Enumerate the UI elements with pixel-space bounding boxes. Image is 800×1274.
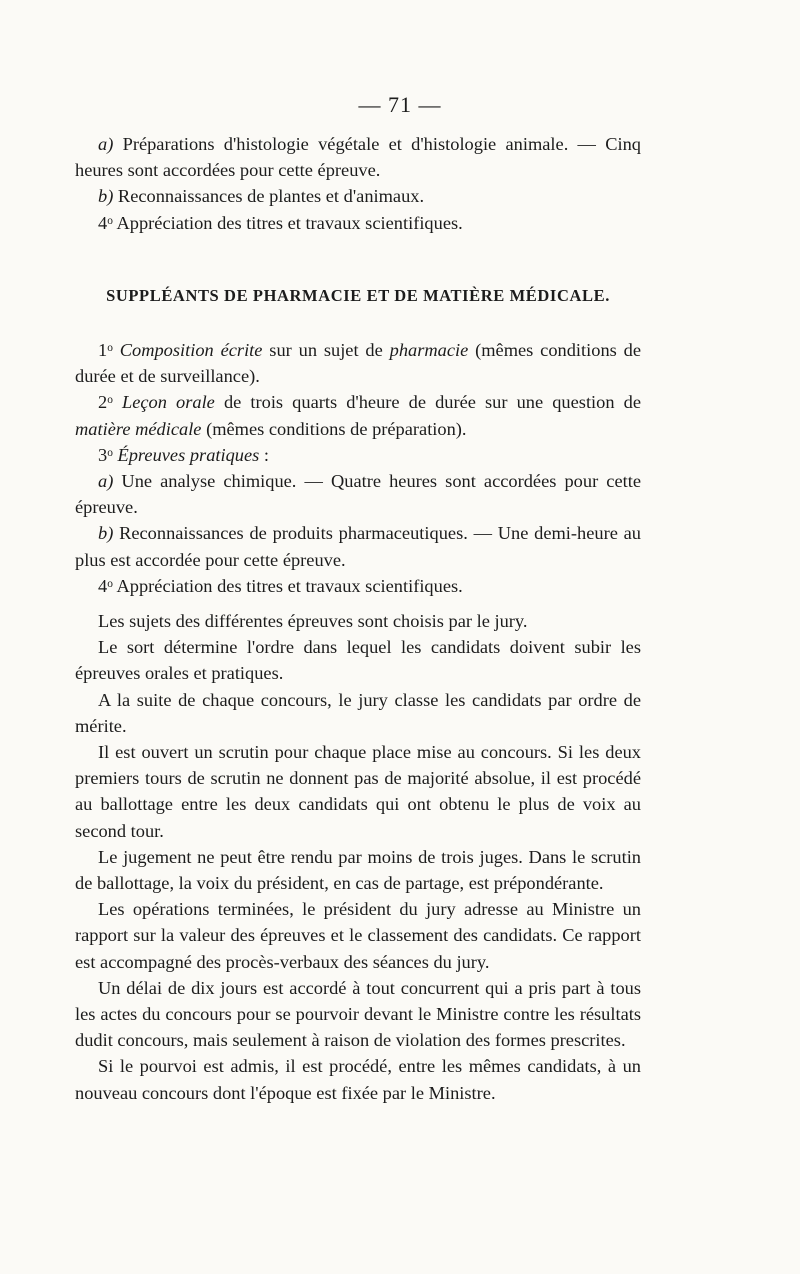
paragraph: Un délai de dix jours est accordé à tout concurrent qui a pris part à tous les actes du concours pour se pourvoir devant le Ministre contre les résultats dudit concours, mais seulement à raison de violation des formes prescrites. bbox=[75, 977, 641, 1051]
mid-item-a bbox=[75, 468, 641, 520]
paragraph: Les opérations terminées, le président du jury adresse au Ministre un rapport sur la valeur des épreuves et le classement des candidats. Ce rapport est accompagné des procès-verbaux des séances du jury. bbox=[75, 899, 641, 972]
mid-item-2 bbox=[75, 389, 641, 441]
item-marker: a) bbox=[98, 471, 114, 492]
mid-item-3 bbox=[75, 442, 641, 468]
item-text: (mêmes conditions de durée et de surveillance). bbox=[75, 340, 641, 387]
mid-item-1 bbox=[75, 337, 641, 389]
item-number: 4 bbox=[98, 575, 108, 596]
paragraph: Les sujets des différentes épreuves sont choisis par le jury. bbox=[98, 611, 528, 631]
item-number: 2 bbox=[98, 392, 108, 413]
item-title: Épreuves pratiques bbox=[112, 444, 260, 465]
item-text: Préparations d'histologie végétale et d'histologie animale. — Cinq heures sont accordées pour cette épreuve. bbox=[75, 134, 641, 181]
item-text: Appréciation des titres et travaux scientifiques. bbox=[112, 575, 463, 596]
item-ordinal: o bbox=[107, 577, 113, 590]
middle-section bbox=[75, 337, 641, 599]
body-paragraphs bbox=[75, 608, 641, 1106]
paragraph: A la suite de chaque concours, le jury classe les candidats par ordre de mérite. bbox=[75, 689, 641, 736]
top-item-4 bbox=[75, 210, 641, 236]
item-text: sur un sujet de bbox=[262, 340, 390, 360]
top-item-b bbox=[75, 183, 641, 209]
item-number: 1 bbox=[98, 340, 108, 360]
item-text: de trois quarts d'heure de durée sur une question de bbox=[214, 392, 641, 413]
item-title: Leçon orale bbox=[112, 392, 215, 413]
paragraph: Le sort détermine l'ordre dans lequel les candidats doivent subir les épreuves orales et pratiques. bbox=[75, 637, 641, 684]
item-title: Composition écrite bbox=[112, 340, 263, 360]
paragraph: Il est ouvert un scrutin pour chaque place mise au concours. Si les deux premiers tours de scrutin ne donnent pas de majorité absolue, il est procédé au ballottage entre les deux candidats qui ont obtenu le plus de voix au second tour. bbox=[75, 742, 641, 841]
section-heading: SUPPLÉANTS DE PHARMACIE ET DE MATIÈRE MÉDICALE. bbox=[106, 286, 610, 305]
mid-item-4 bbox=[75, 573, 641, 599]
item-text: Appréciation des titres et travaux scientifiques. bbox=[112, 212, 463, 233]
paragraph: Le jugement ne peut être rendu par moins de trois juges. Dans le scrutin de ballottage, la voix du président, en cas de partage, est prépondérante. bbox=[75, 846, 641, 894]
item-text: Reconnaissances de produits pharmaceutiques. — Une demi-heure au plus est accordée pour cette épreuve. bbox=[75, 523, 641, 570]
page-number: — 71 — bbox=[358, 92, 442, 117]
item-number: 3 bbox=[98, 444, 108, 465]
item-text: : bbox=[259, 444, 270, 465]
item-text: (mêmes conditions de préparation). bbox=[201, 418, 467, 439]
item-marker: a) bbox=[98, 134, 114, 154]
top-section bbox=[75, 131, 641, 236]
item-marker: b) bbox=[98, 523, 114, 544]
mid-item-b bbox=[75, 520, 641, 572]
paragraph: Si le pourvoi est admis, il est procédé, entre les mêmes candidats, à un nouveau concours dont l'époque est fixée par le Ministre. bbox=[75, 1056, 641, 1103]
item-number: 4 bbox=[98, 212, 108, 233]
item-ordinal: o bbox=[107, 446, 113, 459]
item-ordinal: o bbox=[107, 341, 113, 354]
item-ordinal: o bbox=[107, 214, 113, 227]
item-text: Reconnaissances de plantes et d'animaux. bbox=[113, 186, 425, 207]
top-item-a bbox=[75, 131, 641, 183]
item-subject: matière médicale bbox=[75, 418, 202, 439]
item-text: Une analyse chimique. — Quatre heures sont accordées pour cette épreuve. bbox=[75, 471, 641, 518]
item-subject: pharmacie bbox=[389, 340, 469, 360]
item-marker: b) bbox=[98, 186, 114, 207]
item-ordinal: o bbox=[107, 394, 113, 407]
